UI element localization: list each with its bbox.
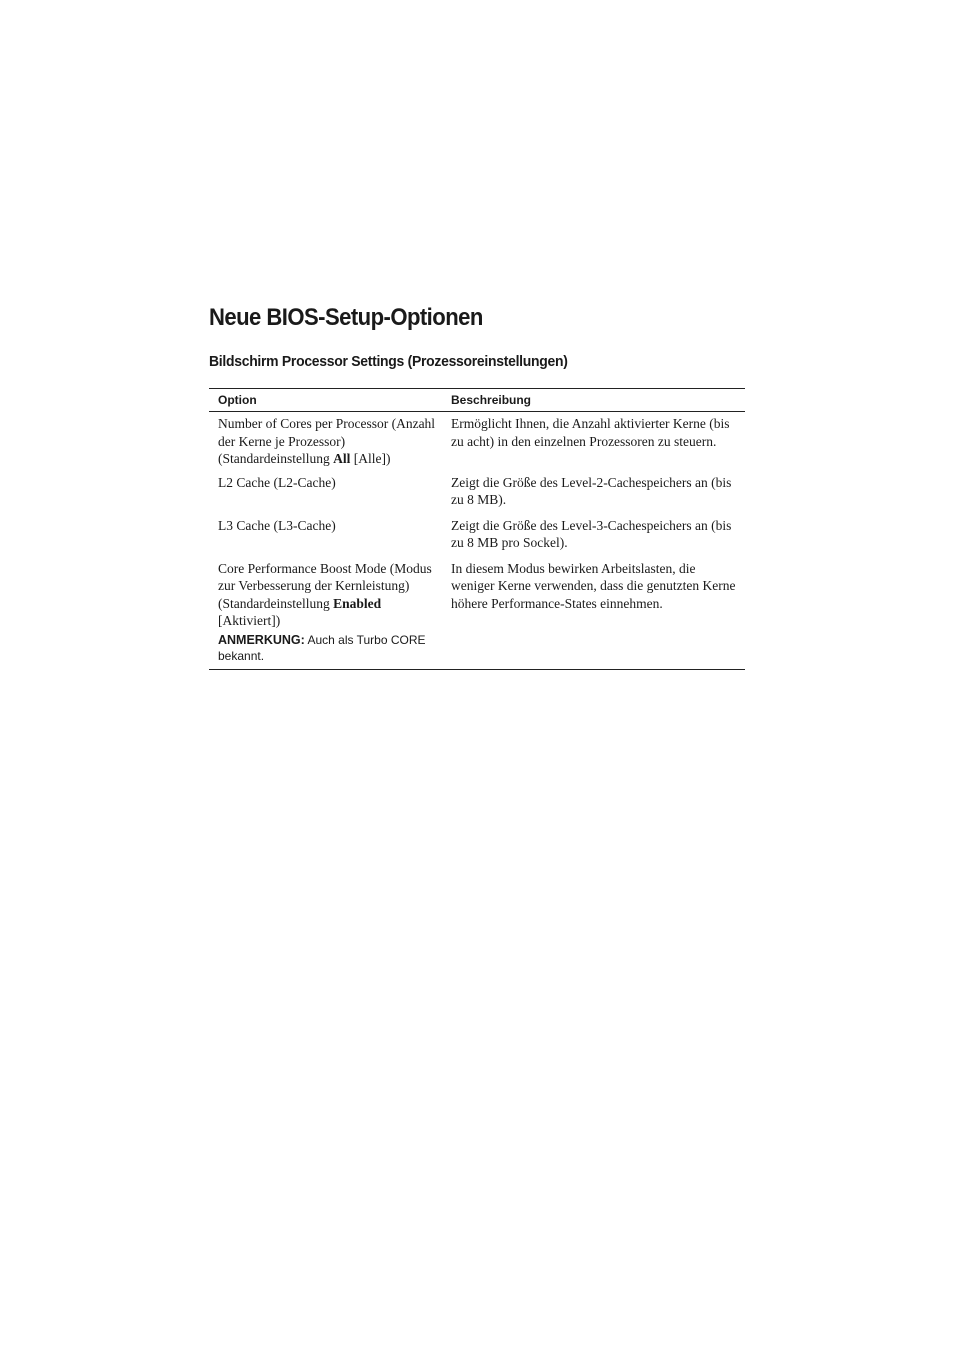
description-cell: Zeigt die Größe des Level-2-Cachespeichers an (bis zu 8 MB). <box>451 474 732 507</box>
table-header-row <box>209 389 745 412</box>
description-cell: In diesem Modus bewirken Arbeitslasten, die weniger Kerne verwenden, dass die genutzten Kerne höhere Performance-States einnehmen. <box>451 560 736 611</box>
settings-table <box>209 388 745 670</box>
note-label: ANMERKUNG: <box>218 632 305 647</box>
section-subtitle: Bildschirm Processor Settings (Prozessoreinstellungen) <box>209 353 568 370</box>
table-row <box>209 559 745 670</box>
description-cell: Ermöglicht Ihnen, die Anzahl aktivierter Kerne (bis zu acht) in den einzelnen Prozessoren zu steuern. <box>451 416 730 449</box>
option-default-value: Enabled <box>333 595 382 611</box>
note <box>218 630 436 664</box>
option-text: Core Performance Boost Mode (Modus zur Verbesserung der Kernleistung) (Standardeinstellung <box>218 560 432 611</box>
option-cell <box>209 559 442 670</box>
option-cell: L2 Cache (L2-Cache) <box>218 474 336 490</box>
column-header-option: Option <box>209 389 442 412</box>
option-cell <box>209 412 442 473</box>
option-text-end: [Aktiviert]) <box>218 613 281 628</box>
table-row <box>209 473 745 516</box>
option-text-end: [Alle]) <box>350 451 391 466</box>
table-row <box>209 412 745 473</box>
table-row <box>209 516 745 559</box>
document-page <box>209 300 745 670</box>
note-text: Auch als Turbo CORE bekannt. <box>218 632 426 663</box>
column-header-description: Beschreibung <box>442 389 745 412</box>
page-title: Neue BIOS-Setup-Optionen <box>209 304 483 331</box>
option-text: Number of Cores per Processor (Anzahl der Kerne je Prozessor) (Standardeinstellung <box>218 416 436 466</box>
description-cell: Zeigt die Größe des Level-3-Cachespeichers an (bis zu 8 MB pro Sockel). <box>451 517 732 550</box>
option-text-block <box>218 560 436 630</box>
option-default-value: All <box>333 451 351 466</box>
option-cell: L3 Cache (L3-Cache) <box>218 517 336 533</box>
